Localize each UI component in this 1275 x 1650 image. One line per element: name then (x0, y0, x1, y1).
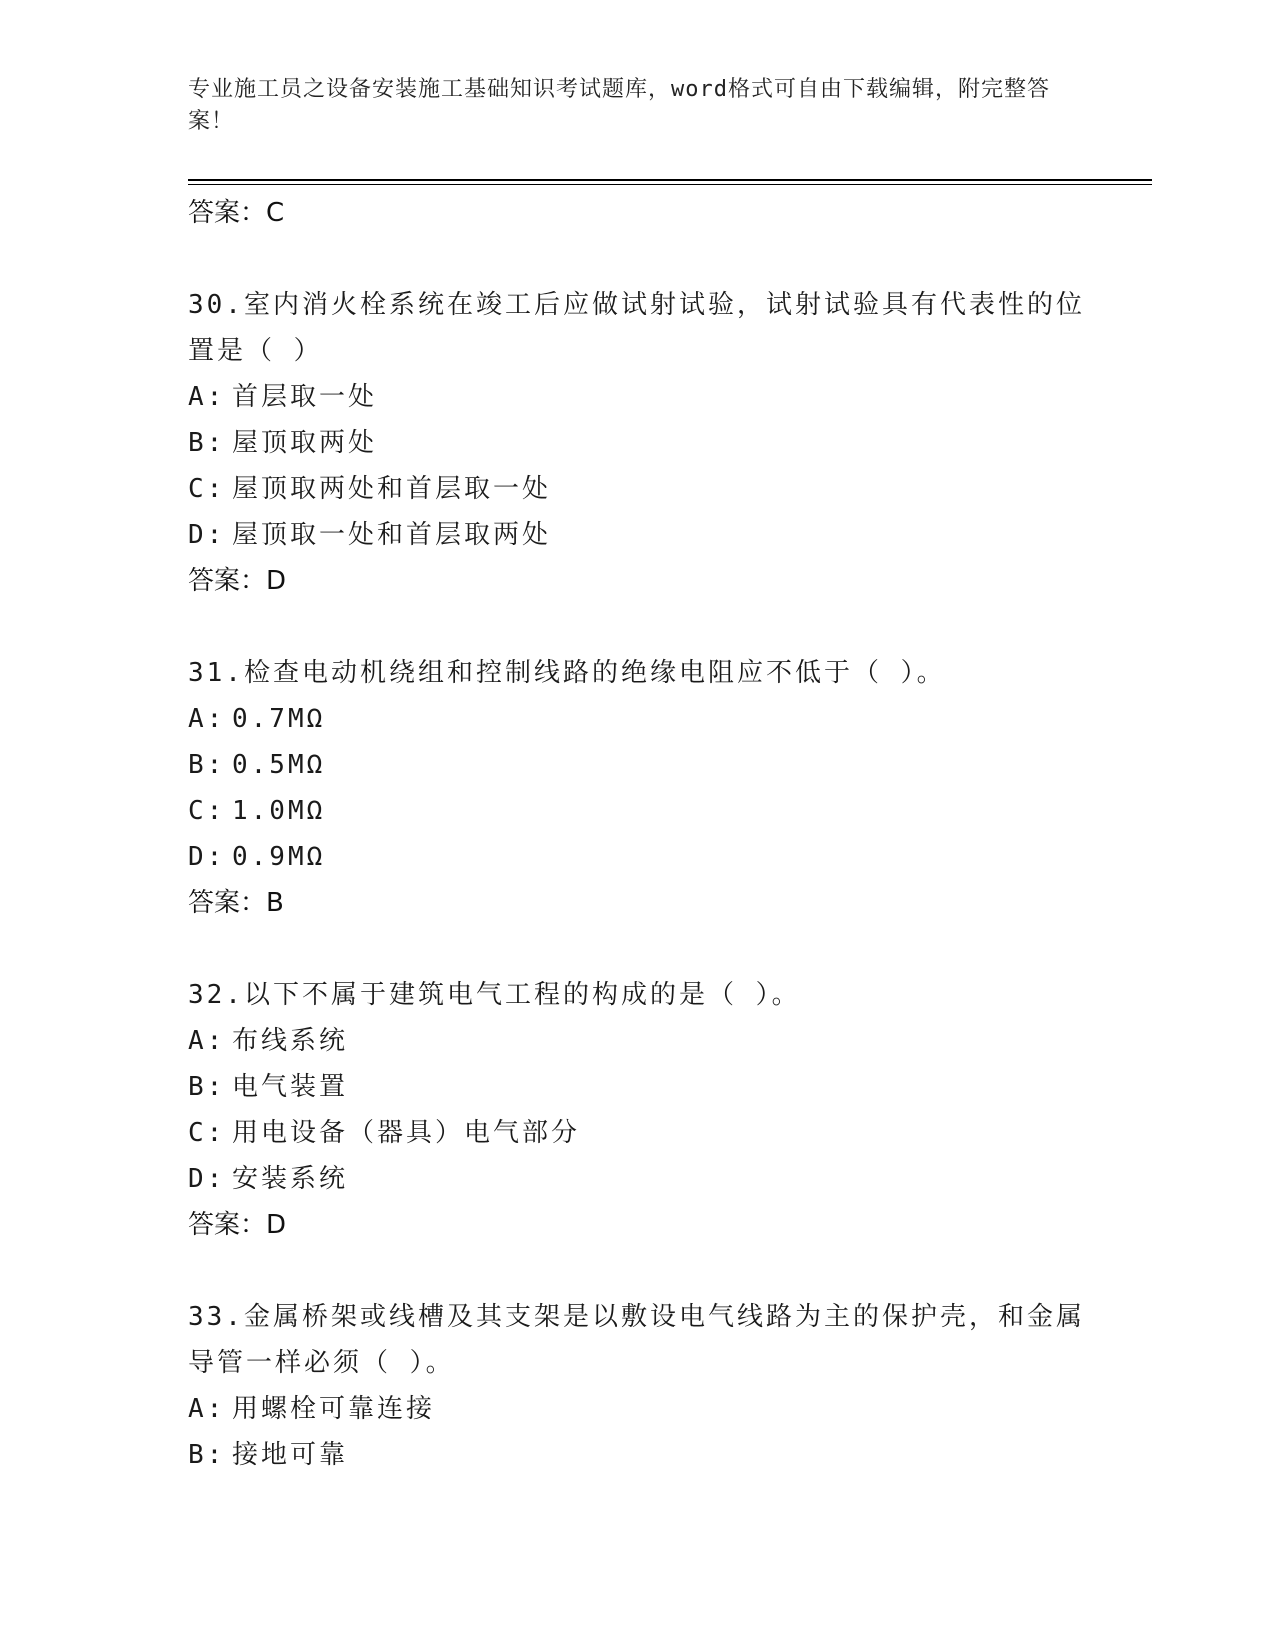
answer-line (188, 190, 1088, 236)
question-text: 33.金属桥架或线槽及其支架是以敷设电气线路为主的保护壳，和金属导管一样必须（ ）。 (188, 1302, 1085, 1378)
option-text: 1.0MΩ (232, 796, 326, 826)
option-b (188, 1432, 1088, 1478)
option-letter: A: (188, 1026, 226, 1056)
option-text: 用电设备（器具）电气部分 (232, 1118, 581, 1148)
option-text: 屋顶取两处 (232, 428, 378, 458)
answer-value: D (266, 566, 287, 596)
option-a (188, 696, 1088, 742)
option-c (188, 1110, 1088, 1156)
answer-label: 答案： (188, 198, 267, 228)
option-text: 屋顶取一处和首层取两处 (232, 520, 552, 550)
question-text: 31.检查电动机绕组和控制线路的绝缘电阻应不低于（ ）。 (188, 658, 946, 688)
question-block (188, 650, 1088, 926)
option-letter: C: (188, 1118, 226, 1148)
option-letter: B: (188, 750, 226, 780)
option-letter: A: (188, 1394, 226, 1424)
option-c (188, 466, 1088, 512)
question-block (188, 972, 1088, 1248)
option-text: 0.7MΩ (232, 704, 326, 734)
option-letter: D: (188, 520, 226, 550)
option-letter: A: (188, 382, 226, 412)
header-divider-thin (188, 184, 1152, 185)
option-d (188, 512, 1088, 558)
option-text: 0.9MΩ (232, 842, 326, 872)
option-letter: C: (188, 796, 226, 826)
answer-line (188, 880, 1088, 926)
option-letter: D: (188, 1164, 226, 1194)
option-letter: A: (188, 704, 226, 734)
option-a (188, 1386, 1088, 1432)
answer-line (188, 1202, 1088, 1248)
option-b (188, 420, 1088, 466)
option-letter: B: (188, 1072, 226, 1102)
answer-line (188, 558, 1088, 604)
option-text: 接地可靠 (232, 1440, 349, 1470)
option-d (188, 1156, 1088, 1202)
option-text: 0.5MΩ (232, 750, 326, 780)
option-a (188, 374, 1088, 420)
option-b (188, 1064, 1088, 1110)
answer-value: C (266, 198, 285, 228)
option-a (188, 1018, 1088, 1064)
question-list (188, 190, 1088, 1478)
question-block (188, 1294, 1088, 1478)
option-text: 电气装置 (232, 1072, 349, 1102)
option-text: 用螺栓可靠连接 (232, 1394, 436, 1424)
question-text: 30.室内消火栓系统在竣工后应做试射试验，试射试验具有代表性的位置是（ ） (188, 290, 1085, 366)
answer-label: 答案： (188, 888, 267, 918)
option-letter: B: (188, 1440, 226, 1470)
question-text: 32.以下不属于建筑电气工程的构成的是（ ）。 (188, 980, 801, 1010)
option-text: 首层取一处 (232, 382, 378, 412)
question-block (188, 282, 1088, 604)
option-letter: C: (188, 474, 226, 504)
option-c (188, 788, 1088, 834)
option-text: 屋顶取两处和首层取一处 (232, 474, 552, 504)
answer-label: 答案： (188, 566, 267, 596)
option-text: 布线系统 (232, 1026, 349, 1056)
answer-value: D (266, 1210, 287, 1240)
option-b (188, 742, 1088, 788)
option-letter: B: (188, 428, 226, 458)
document-header: 专业施工员之设备安装施工基础知识考试题库，word格式可自由下载编辑，附完整答案！ (188, 77, 1050, 134)
option-d (188, 834, 1088, 880)
answer-label: 答案： (188, 1210, 267, 1240)
option-letter: D: (188, 842, 226, 872)
answer-value: B (266, 888, 284, 918)
header-divider (188, 179, 1152, 181)
option-text: 安装系统 (232, 1164, 349, 1194)
